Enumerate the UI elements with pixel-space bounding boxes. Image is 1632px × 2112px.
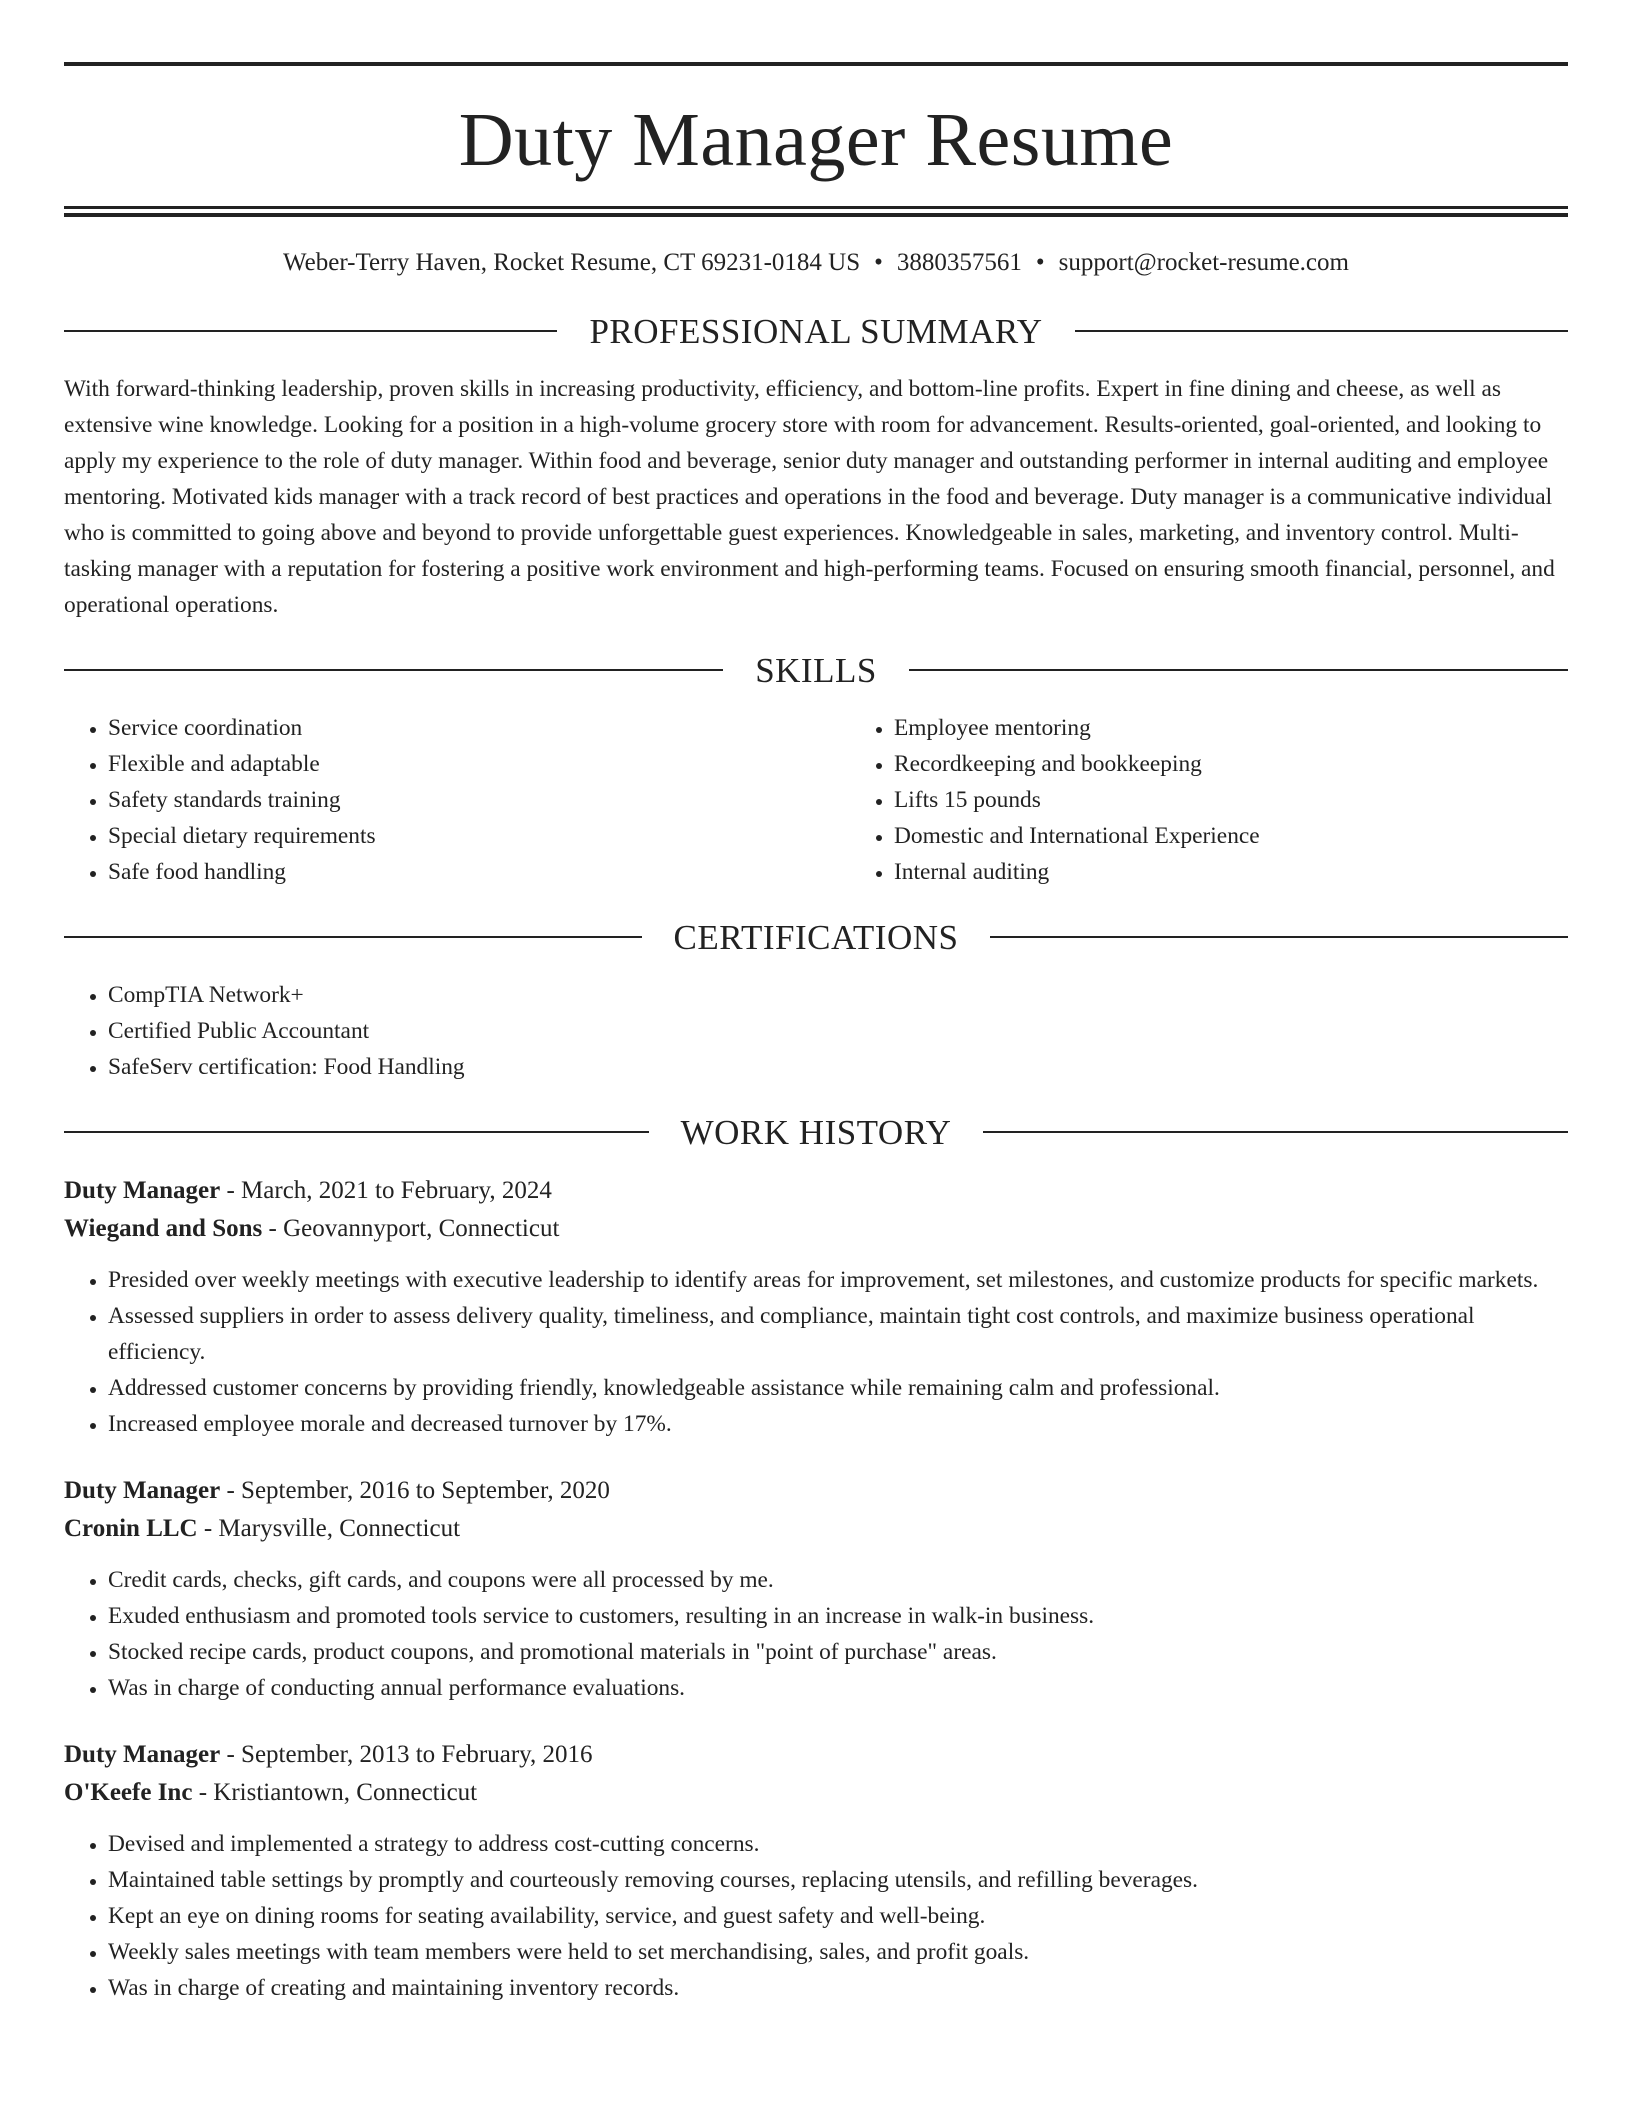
job-title: Duty Manager bbox=[64, 1740, 221, 1768]
job-title: Duty Manager bbox=[64, 1176, 221, 1204]
certification-item: • CompTIA Network+ bbox=[108, 977, 1568, 1013]
skill-item: • Service coordination bbox=[108, 710, 850, 746]
heading-label: CERTIFICATIONS bbox=[673, 917, 959, 957]
job-bullet: • Devised and implemented a strategy to address cost-cutting concerns. bbox=[108, 1826, 1568, 1862]
heading-rule bbox=[983, 1131, 1568, 1133]
job-bullet: • Weekly sales meetings with team members were held to set merchandising, sales, and profit goals. bbox=[108, 1934, 1568, 1970]
job-company: Wiegand and Sons bbox=[64, 1214, 263, 1242]
job-dates: - March, 2021 to February, 2024 bbox=[220, 1176, 552, 1204]
certifications-section-heading bbox=[64, 917, 1568, 957]
job-bullets bbox=[64, 1262, 1568, 1442]
job-location: - Kristiantown, Connecticut bbox=[192, 1778, 478, 1806]
job-title-line bbox=[64, 1736, 1568, 1774]
skill-item: • Domestic and International Experience bbox=[894, 818, 1632, 854]
job-bullets bbox=[64, 1562, 1568, 1706]
contact-line bbox=[64, 247, 1568, 280]
certification-item: • Certified Public Accountant bbox=[108, 1013, 1568, 1049]
job-title: Duty Manager bbox=[64, 1476, 221, 1504]
job-company: O'Keefe Inc bbox=[64, 1778, 193, 1806]
job-title-line bbox=[64, 1472, 1568, 1510]
job-entry bbox=[64, 1736, 1568, 2006]
skill-item: • Employee mentoring bbox=[894, 710, 1632, 746]
skills-section-heading bbox=[64, 650, 1568, 690]
job-bullets bbox=[64, 1826, 1568, 2006]
heading-rule bbox=[64, 669, 723, 671]
job-title-line bbox=[64, 1172, 1568, 1210]
job-bullet: • Presided over weekly meetings with executive leadership to identify areas for improvement, set milestones, and customize products for specific markets. bbox=[108, 1262, 1568, 1298]
job-company: Cronin LLC bbox=[64, 1514, 198, 1542]
job-entry bbox=[64, 1472, 1568, 1706]
skill-item: • Safe food handling bbox=[108, 854, 850, 890]
job-location: - Marysville, Connecticut bbox=[197, 1514, 461, 1542]
contact-phone: 3880357561 bbox=[896, 249, 1022, 276]
job-bullet: • Stocked recipe cards, product coupons, and promotional materials in "point of purchase" areas. bbox=[108, 1634, 1568, 1670]
job-bullet: • Addressed customer concerns by providing friendly, knowledgeable assistance while remaining calm and professional. bbox=[108, 1370, 1568, 1406]
job-bullet: • Was in charge of creating and maintaining inventory records. bbox=[108, 1970, 1568, 2006]
job-bullet: • Exuded enthusiasm and promoted tools service to customers, resulting in an increase in walk-in business. bbox=[108, 1598, 1568, 1634]
summary-section-heading bbox=[64, 311, 1568, 351]
skill-item: • Lifts 15 pounds bbox=[894, 782, 1632, 818]
contact-separator: • bbox=[1035, 249, 1045, 276]
job-dates: - September, 2013 to February, 2016 bbox=[220, 1740, 593, 1768]
resume-page bbox=[64, 0, 1568, 2006]
skills-list-right bbox=[850, 710, 1632, 890]
heading-rule bbox=[64, 936, 642, 938]
skill-item: • Special dietary requirements bbox=[108, 818, 850, 854]
certification-item: • SafeServ certification: Food Handling bbox=[108, 1049, 1568, 1085]
work-history-section-heading bbox=[64, 1112, 1568, 1152]
certifications-list bbox=[64, 977, 1568, 1085]
skill-item: • Internal auditing bbox=[894, 854, 1632, 890]
job-bullet: • Increased employee morale and decreased turnover by 17%. bbox=[108, 1406, 1568, 1442]
job-bullet: • Credit cards, checks, gift cards, and coupons were all processed by me. bbox=[108, 1562, 1568, 1598]
job-location: - Geovannyport, Connecticut bbox=[262, 1214, 560, 1242]
heading-rule bbox=[909, 669, 1568, 671]
job-dates: - September, 2016 to September, 2020 bbox=[220, 1476, 610, 1504]
job-company-line bbox=[64, 1210, 1568, 1248]
heading-rule bbox=[64, 1131, 649, 1133]
job-bullet: • Assessed suppliers in order to assess delivery quality, timeliness, and compliance, maintain tight cost controls, and maximize business operational efficiency. bbox=[108, 1298, 1568, 1370]
summary-text: With forward-thinking leadership, proven skills in increasing productivity, efficiency, and bottom-line profits. Expert in fine dining and cheese, as well as extensive wine knowledge. Looking for a position in a high-volume grocery store with room for advancement. Results-oriented, goal-oriented, and looking to apply my experience to the role of duty manager. Within food and beverage, senior duty manager and outstanding performer in internal auditing and employee mentoring. Motivated kids manager with a track record of best practices and operations in the food and beverage. Duty manager is a communicative individual who is committed to going above and beyond to provide unforgettable guest experiences. Knowledgeable in sales, marketing, and inventory control. Multi-tasking manager with a reputation for fostering a positive work environment and high-performing teams. Focused on ensuring smooth financial, personnel, and operational operations. bbox=[64, 375, 1555, 618]
heading-rule bbox=[1075, 330, 1568, 332]
heading-rule bbox=[990, 936, 1568, 938]
skill-item: • Flexible and adaptable bbox=[108, 746, 850, 782]
title-double-rule bbox=[64, 206, 1568, 217]
job-entry bbox=[64, 1172, 1568, 1442]
job-company-line bbox=[64, 1774, 1568, 1812]
contact-separator: • bbox=[874, 249, 883, 276]
skills-columns bbox=[64, 710, 1568, 890]
skills-list-left bbox=[64, 710, 850, 890]
job-company-line bbox=[64, 1510, 1568, 1548]
heading-label: SKILLS bbox=[755, 650, 877, 690]
contact-address: Weber-Terry Haven, Rocket Resume, CT 69231-0184 US bbox=[283, 249, 861, 276]
skill-item: • Safety standards training bbox=[108, 782, 850, 818]
page-title: Duty Manager Resume bbox=[458, 98, 1174, 182]
skill-item: • Recordkeeping and bookkeeping bbox=[894, 746, 1632, 782]
contact-email: support@rocket-resume.com bbox=[1058, 249, 1349, 276]
heading-label: PROFESSIONAL SUMMARY bbox=[589, 311, 1043, 351]
job-bullet: • Maintained table settings by promptly and courteously removing courses, replacing utensils, and refilling beverages. bbox=[108, 1862, 1568, 1898]
top-rule bbox=[64, 62, 1568, 66]
heading-label: WORK HISTORY bbox=[680, 1112, 952, 1152]
job-bullet: • Was in charge of conducting annual performance evaluations. bbox=[108, 1670, 1568, 1706]
job-bullet: • Kept an eye on dining rooms for seating availability, service, and guest safety and well-being. bbox=[108, 1898, 1568, 1934]
heading-rule bbox=[64, 330, 557, 332]
